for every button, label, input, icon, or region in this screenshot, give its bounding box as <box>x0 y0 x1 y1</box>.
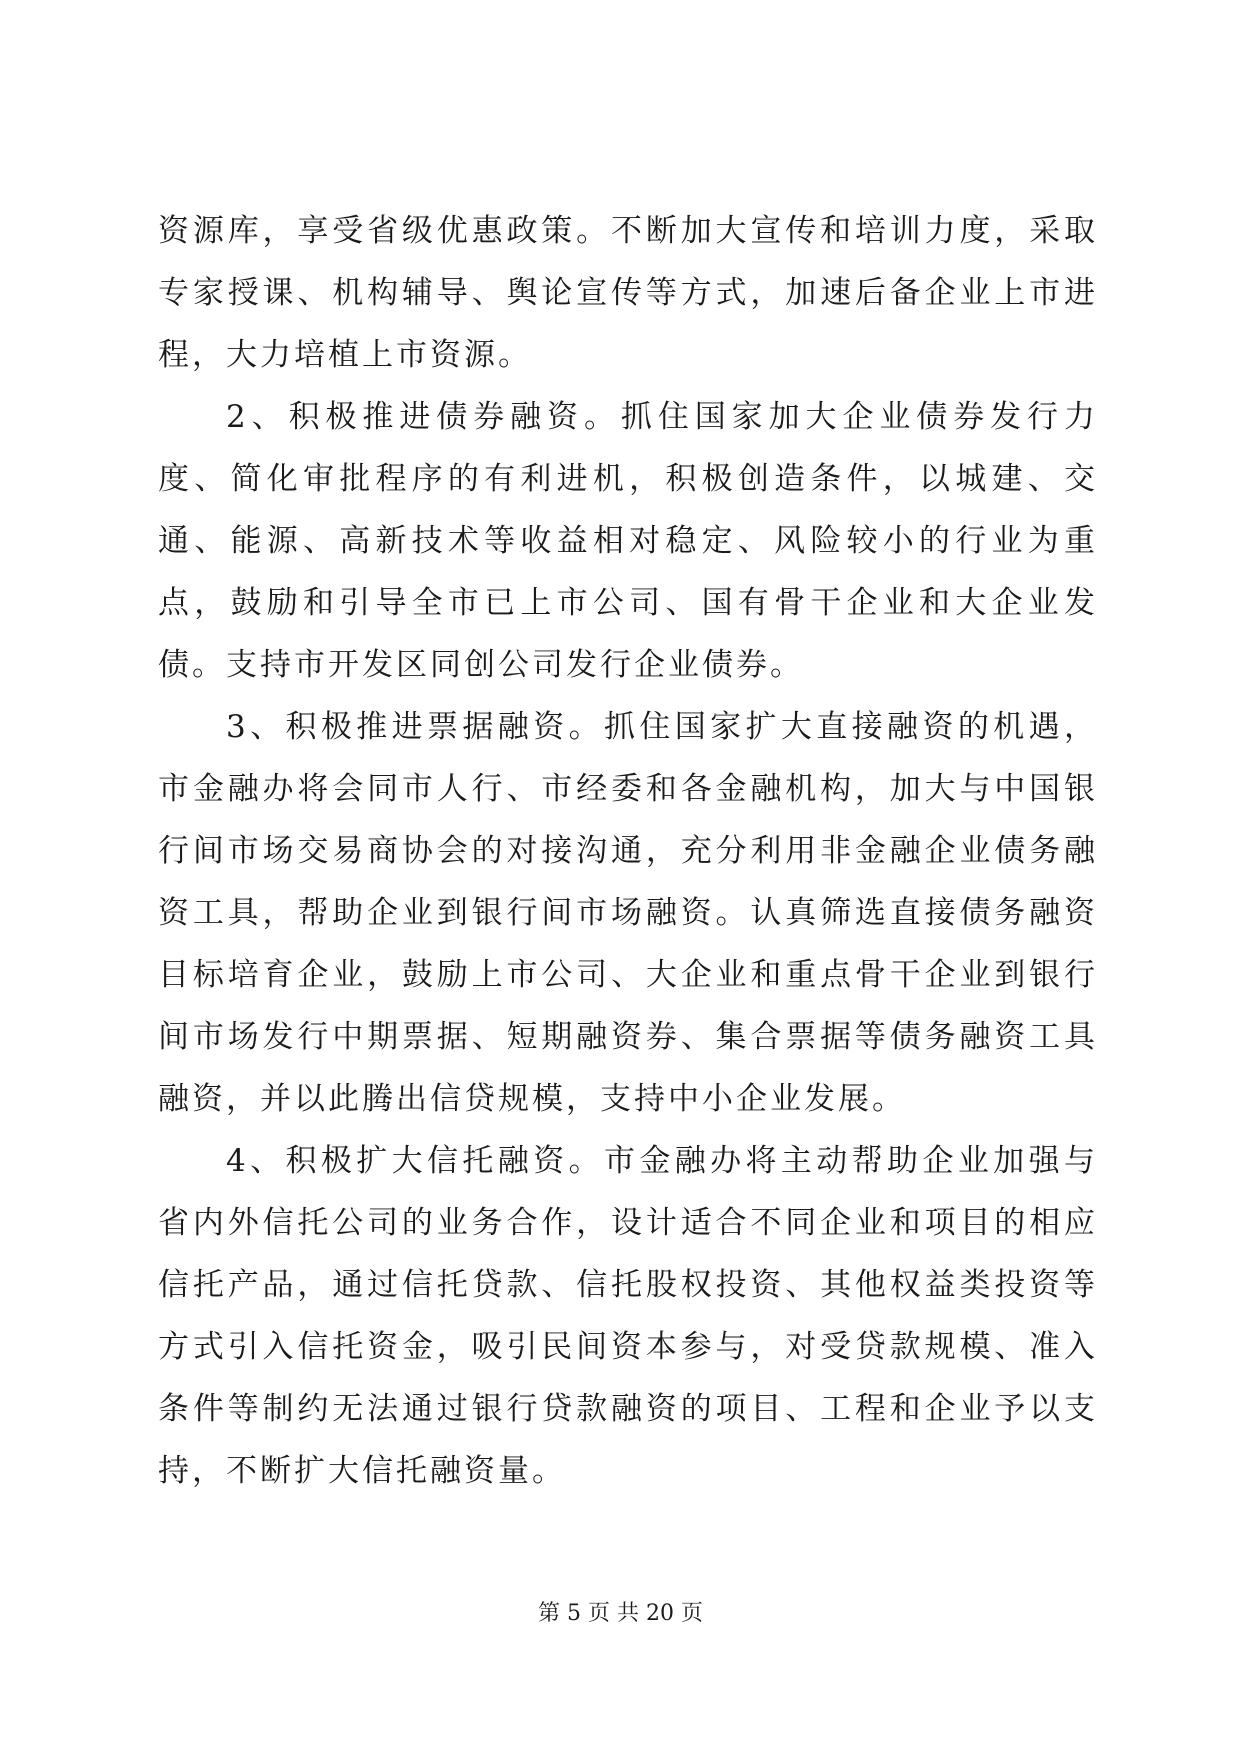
paragraph-1: 资源库，享受省级优惠政策。不断加大宣传和培训力度，采取专家授课、机构辅导、舆论宣传等方式，加速后备企业上市进程，大力培植上市资源。 <box>158 213 1098 373</box>
document-body <box>158 200 1098 1502</box>
paragraph-4: 4、积极扩大信托融资。市金融办将主动帮助企业加强与省内外信托公司的业务合作，设计适合不同企业和项目的相应信托产品，通过信托贷款、信托股权投资、其他权益类投资等方式引入信托资金，吸引民间资本参与，对受贷款规模、准入条件等制约无法通过银行贷款融资的项目、工程和企业予以支持，不断扩大信托融资量。 <box>158 1143 1098 1489</box>
page-number-footer: 第 5 页 共 20 页 <box>538 1601 703 1626</box>
paragraph-3: 3、积极推进票据融资。抓住国家扩大直接融资的机遇，市金融办将会同市人行、市经委和各金融机构，加大与中国银行间市场交易商协会的对接沟通，充分利用非金融企业债务融资工具，帮助企业到银行间市场融资。认真筛选直接债务融资目标培育企业，鼓励上市公司、大企业和重点骨干企业到银行间市场发行中期票据、短期融资券、集合票据等债务融资工具融资，并以此腾出信贷规模，支持中小企业发展。 <box>158 709 1098 1117</box>
paragraph-2: 2、积极推进债券融资。抓住国家加大企业债券发行力度、简化审批程序的有利进机，积极创造条件，以城建、交通、能源、高新技术等收益相对稳定、风险较小的行业为重点，鼓励和引导全市已上市公司、国有骨干企业和大企业发债。支持市开发区同创公司发行企业债券。 <box>158 399 1098 683</box>
